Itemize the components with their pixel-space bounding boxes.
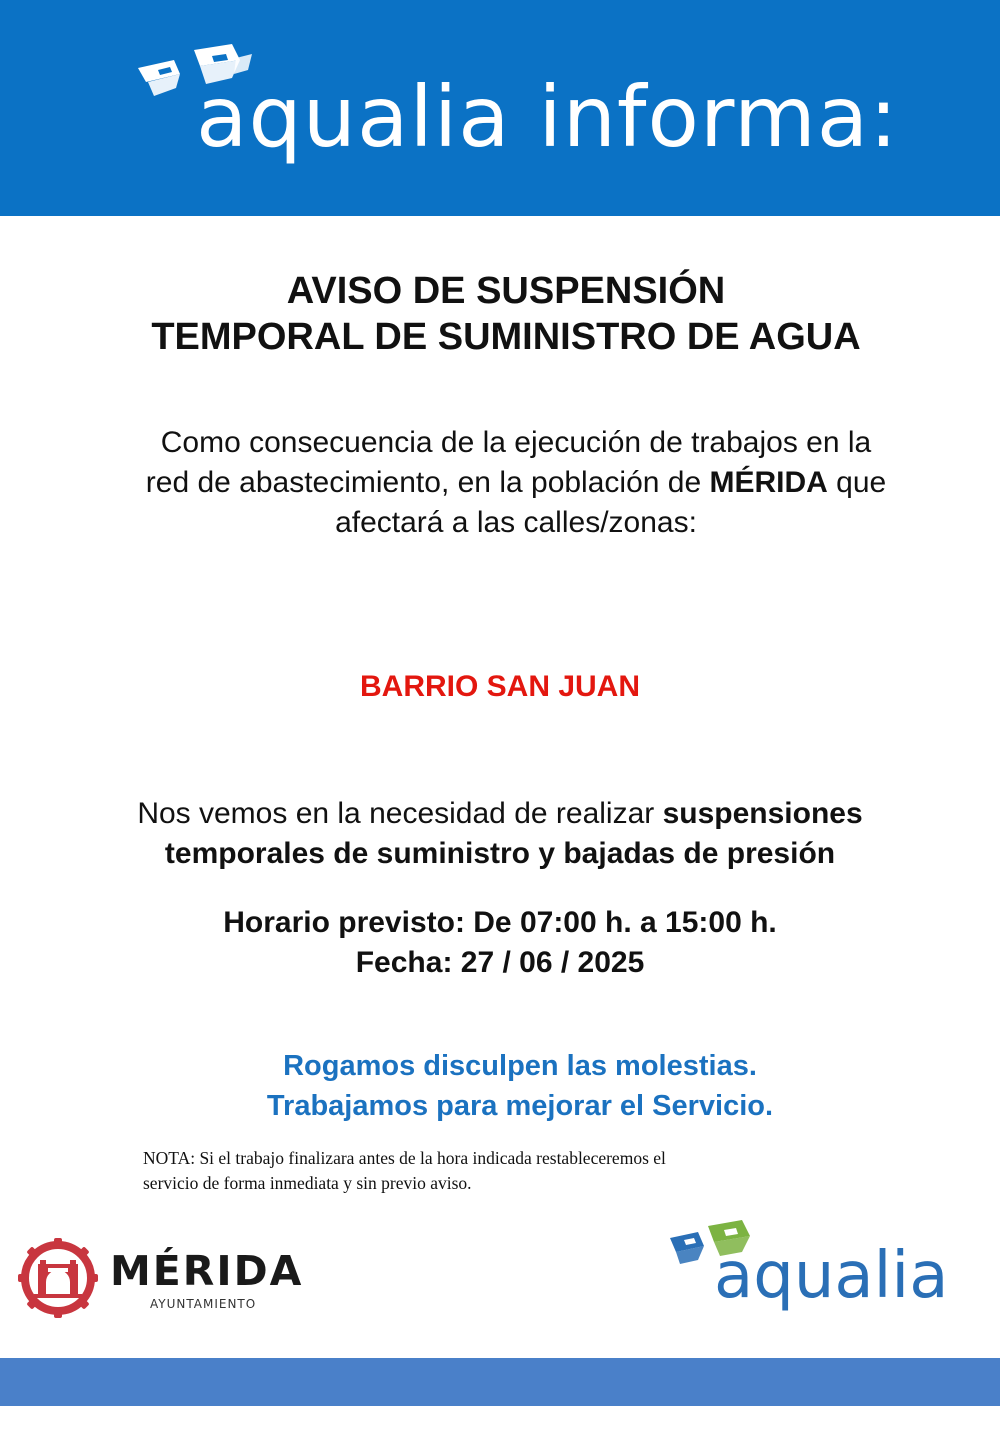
need-line1 (0, 794, 1000, 834)
notice-title-line1: AVISO DE SUSPENSIÓN (286, 270, 726, 312)
merida-logo-name: MÉRIDA (110, 1247, 304, 1295)
schedule-block (0, 903, 1000, 983)
intro-paragraph (60, 423, 972, 543)
intro-line1: Como consecuencia de la ejecución de trabajos en la (160, 426, 872, 459)
note-line2: servicio de forma inmediata y sin previo aviso. (143, 1173, 472, 1193)
header-banner (0, 0, 1000, 216)
intro-line2-suffix: que (827, 466, 887, 499)
intro-line2 (60, 463, 972, 503)
aqualia-logo-name: aqualia (714, 1239, 949, 1313)
intro-line3: afectará a las calles/zonas: (335, 506, 697, 539)
need-line2-bold: temporales de suministro y bajadas de presión (164, 837, 836, 870)
affected-zone: BARRIO SAN JUAN (359, 670, 641, 703)
merida-logo-subtitle: AYUNTAMIENTO (150, 1297, 257, 1311)
intro-line2-prefix: red de abastecimiento, en la población de (145, 466, 710, 499)
note-line1: NOTA: Si el trabajo finalizara antes de la hora indicada restableceremos el (143, 1148, 666, 1168)
apology-line1: Rogamos disculpen las molestias. (283, 1050, 757, 1082)
need-line1-prefix: Nos vemos en la necesidad de realizar (137, 797, 663, 830)
apology-line2: Trabajamos para mejorar el Servicio. (266, 1090, 774, 1122)
need-paragraph (0, 794, 1000, 874)
need-line1-bold: suspensiones (662, 797, 863, 830)
notice-title (0, 268, 1000, 360)
brand-title: aqualia informa: (196, 68, 899, 166)
notice-title-line2: TEMPORAL DE SUMINISTRO DE AGUA (151, 316, 861, 358)
footer-bar (0, 1358, 1000, 1406)
note-paragraph (143, 1146, 823, 1196)
apology-block (0, 1046, 1000, 1126)
schedule-date: Fecha: 27 / 06 / 2025 (355, 946, 645, 979)
schedule-hours: Horario previsto: De 07:00 h. a 15:00 h. (223, 906, 777, 939)
merida-bridge-emblem-icon (18, 1238, 98, 1318)
town-name: MÉRIDA (709, 466, 828, 499)
